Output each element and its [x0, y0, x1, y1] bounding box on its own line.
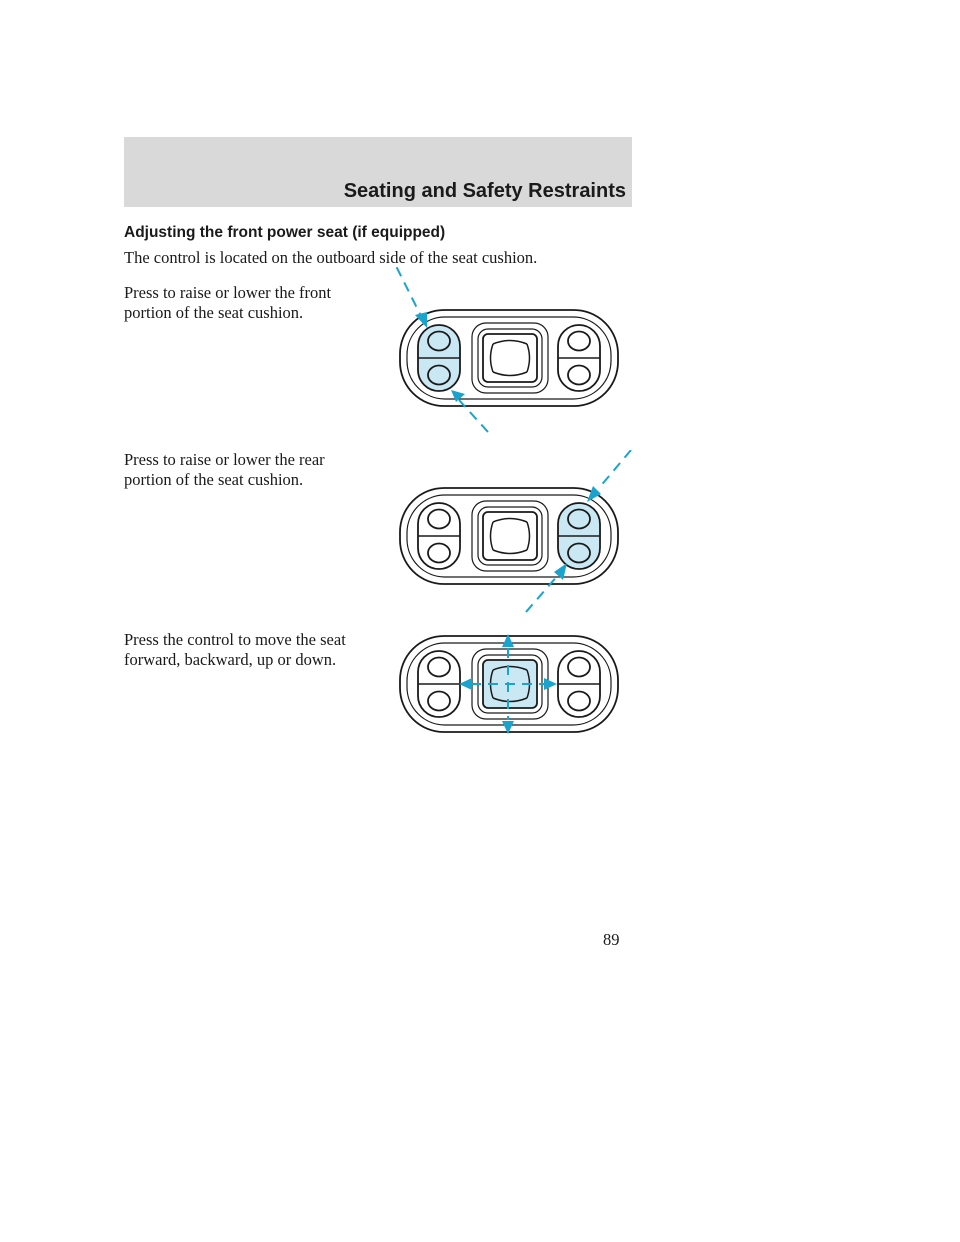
seat-position-knob — [472, 323, 548, 393]
seat-position-knob — [472, 501, 548, 571]
raise-arrow — [587, 450, 631, 502]
front-cushion-switch — [418, 503, 460, 569]
seat-control-diagram-rear — [395, 450, 640, 645]
section-title: Seating and Safety Restraints — [343, 180, 626, 202]
front-cushion-switch — [418, 325, 460, 391]
intro-paragraph: The control is located on the outboard side of the seat cushion. — [124, 248, 538, 267]
caption-seat-movement: Press the control to move the seat forward, backward, up or down. — [124, 630, 346, 669]
section-heading: Adjusting the front power seat (if equipped) — [124, 224, 446, 241]
front-cushion-switch — [418, 651, 460, 717]
rear-cushion-switch — [558, 651, 600, 717]
raise-arrow — [395, 260, 427, 328]
rear-cushion-switch — [558, 325, 600, 391]
caption-rear-cushion: Press to raise or lower the rear portion of the seat cushion. — [124, 450, 325, 489]
rear-cushion-switch — [558, 503, 600, 569]
caption-front-cushion: Press to raise or lower the front portion of the seat cushion. — [124, 283, 332, 322]
seat-control-diagram-front — [395, 260, 625, 440]
page-number: 89 — [603, 930, 620, 949]
header-band — [124, 137, 632, 207]
seat-control-diagram-four-way — [395, 632, 625, 737]
